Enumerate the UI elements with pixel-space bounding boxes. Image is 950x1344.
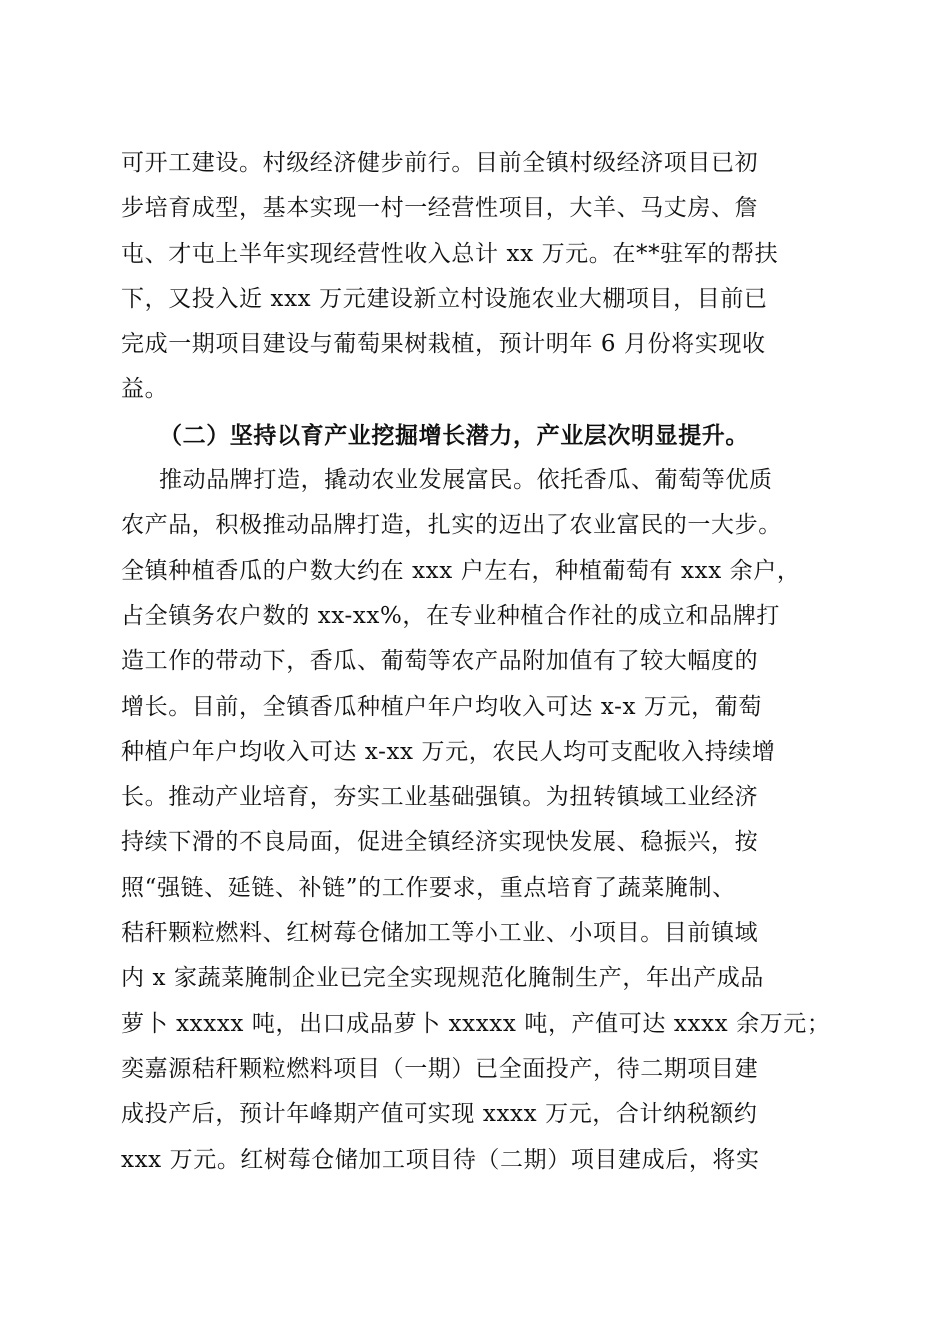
text-line: xxx 万元。红树莓仓储加工项目待（二期）项目建成后，将实 [121, 1146, 760, 1173]
text-line: 增长。目前，全镇香瓜种植户年户均收入可达 x-x 万元，葡萄 [121, 693, 762, 720]
text-line: 屯、才屯上半年实现经营性收入总计 xx 万元。在**驻军的帮扶 [121, 240, 779, 267]
text-line: 全镇种植香瓜的户数大约在 xxx 户左右，种植葡萄有 xxx 余户， [121, 557, 801, 584]
text-line: 秸秆颗粒燃料、红树莓仓储加工等小工业、小项目。目前镇域 [121, 920, 759, 947]
text-line: 持续下滑的不良局面，促进全镇经济实现快发展、稳振兴，按 [121, 829, 759, 856]
text-line: 完成一期项目建设与葡萄果树栽植，预计明年 6 月份将实现收 [121, 331, 766, 358]
text-line: 下，又投入近 xxx 万元建设新立村设施农业大棚项目，目前已 [121, 285, 768, 312]
text-line: 农产品，积极推动品牌打造，扎实的迈出了农业富民的一大步。 [121, 512, 782, 539]
text-line: 可开工建设。村级经济健步前行。目前全镇村级经济项目已初 [121, 150, 759, 176]
text-line: 益。 [121, 376, 169, 403]
text-line: 长。推动产业培育，夯实工业基础强镇。为扭转镇域工业经济 [121, 784, 759, 811]
text-line: 占全镇务农户数的 xx-xx%，在专业种植合作社的成立和品牌打 [121, 602, 781, 629]
text-line: 造工作的带动下，香瓜、葡萄等农产品附加值有了较大幅度的 [121, 648, 759, 675]
section-heading: （二）坚持以育产业挖掘增长潜力，产业层次明显提升。 [159, 421, 749, 449]
paragraph-first-line: 推动品牌打造，撬动农业发展富民。依托香瓜、葡萄等优质 [159, 467, 773, 494]
text-line: 步培育成型，基本实现一村一经营性项目，大羊、马丈房、詹 [121, 195, 759, 222]
text-line: 奕嘉源秸秆颗粒燃料项目（一期）已全面投产，待二期项目建 [121, 1055, 759, 1082]
text-line: 萝卜 xxxxx 吨，出口成品萝卜 xxxxx 吨，产值可达 xxxx 余万元； [121, 1010, 831, 1037]
text-line: 成投产后，预计年峰期产值可实现 xxxx 万元，合计纳税额约 [121, 1101, 758, 1128]
text-line: 照“强链、延链、补链”的工作要求，重点培育了蔬菜腌制、 [121, 874, 736, 901]
text-line: 种植户年户均收入可达 x-xx 万元，农民人均可支配收入持续增 [121, 738, 776, 765]
text-line: 内 x 家蔬菜腌制企业已完全实现规范化腌制生产，年出产成品 [121, 965, 764, 992]
body-text [121, 141, 831, 1183]
